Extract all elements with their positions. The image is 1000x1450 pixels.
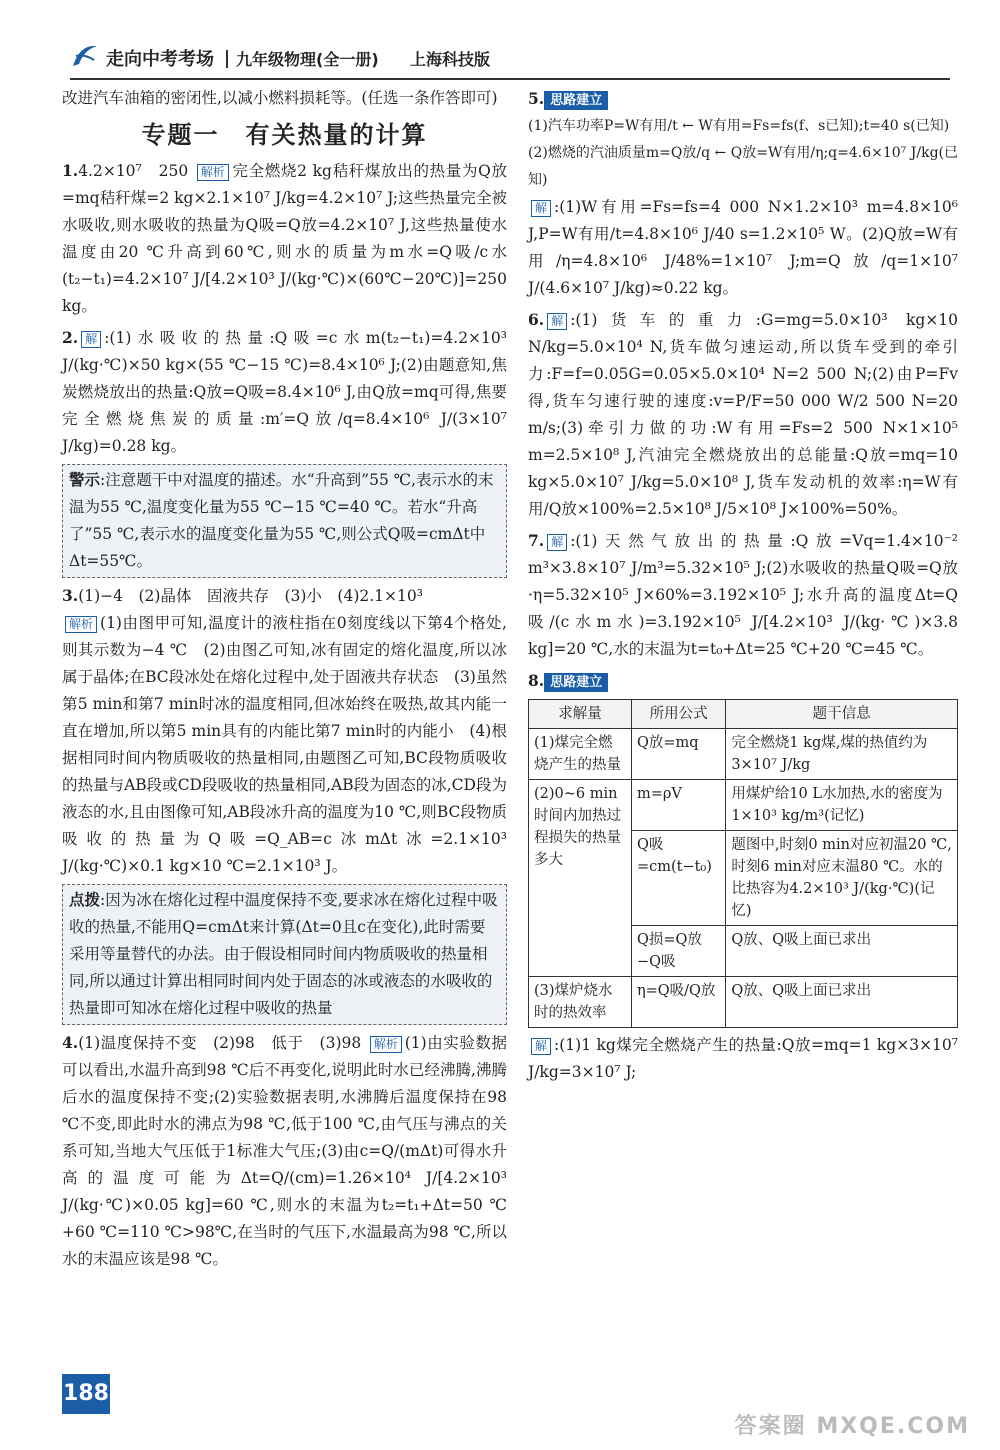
table-cell: Q损=Q放−Q吸 bbox=[631, 926, 725, 977]
section-title: 专题一 有关热量的计算 bbox=[141, 121, 428, 149]
q7-text: :(1)天然气放出的热量:Q放=Vq=1.4×10⁻² m³×3.8×10⁷ J/m³=5.32×10⁵ J;(2)水吸收的热量Q吸=Q放·η=5.32×10⁵ J×60%=3.192×10⁵ J;水升高的温度Δt=Q吸/(c水m水)=3.192×10⁵ J/[4.2×10³ J/(kg·℃)×3.8 kg]=20 ℃,水的末温为t=t₀+Δt=25 ℃+20 ℃=45 ℃。 bbox=[528, 532, 958, 658]
table-cell: Q放=mq bbox=[631, 729, 725, 780]
q5-plan-1: (1)汽车功率P=W有用/t ← W有用=Fs=fs(f、s已知);t=40 s(已知) bbox=[528, 118, 950, 134]
q6-text: :(1)货车的重力:G=mg=5.0×10³ kg×10 N/kg=5.0×10⁴ N,货车做匀速运动,所以货车受到的牵引力:F=f=0.05G=0.05×5.0×10⁴ N=2 500 N;(2)由P=Fv得,货车匀速行驶的速度:v=P/F=50 000 W/2 500 N=20 m/s;(3)牵引力做的功:W有用=Fs=2 500 N×1×10⁵ m=2.5×10⁸ J,汽油完全燃烧放出的总能量:Q放=mq=10 kg×5.0×10⁷ J/kg=5.0×10⁸ J,货车发动机的效率:η=W有用/Q放×100%=2.5×10⁸ J/5×10⁸ J×100%=50%。 bbox=[528, 311, 958, 518]
q5-number: 5. bbox=[528, 89, 545, 108]
page-header bbox=[70, 38, 950, 80]
q1-answer: 4.2×10⁷ 250 bbox=[78, 162, 189, 180]
page-number: 188 bbox=[62, 1374, 110, 1414]
q2-warning-box bbox=[62, 464, 507, 578]
table-cell: (3)煤炉烧水时的热效率 bbox=[529, 977, 632, 1028]
table-cell: η=Q吸/Q放 bbox=[631, 977, 725, 1028]
publisher-label: 上海科技版 bbox=[410, 50, 491, 69]
q6-number: 6. bbox=[528, 310, 545, 329]
q5-plan-2: (2)燃烧的汽油质量m=Q放/q ← Q放=W有用/η;q=4.6×10⁷ J/kg(已知) bbox=[528, 145, 958, 188]
table-cell: 完全燃烧1 kg煤,煤的热值约为3×10⁷ J/kg bbox=[726, 729, 958, 780]
table-header-row bbox=[529, 700, 958, 729]
q8-plan-table bbox=[528, 699, 958, 1028]
q1-text: 完全燃烧2 kg秸秆煤放出的热量为Q放=mq秸秆煤=2 kg×2.1×10⁷ J/kg=4.2×10⁷ J;这些热量完全被水吸收,则水吸收的热量为Q吸=Q放=4.2×10⁷ J,这些热量使水温度由20 ℃升高到60℃,则水的质量为m水=Q吸/c水(t₂−t₁)=4.2×10⁷ J/[4.2×10³ J/(kg·℃)×(60℃−20℃)]=250 kg。 bbox=[62, 162, 507, 315]
brand-title: 走向中考考场 bbox=[106, 49, 214, 70]
q3-tip-box bbox=[62, 884, 507, 1025]
q5-solution-tag: 解 bbox=[531, 200, 551, 217]
table-header: 求解量 bbox=[529, 700, 632, 729]
table-row bbox=[529, 780, 958, 831]
intro-text: 改进汽车油箱的密闭性,以减小燃料损耗等。(任选一条作答即可) bbox=[62, 89, 498, 107]
table-header: 题干信息 bbox=[726, 700, 958, 729]
question-4 bbox=[62, 1029, 507, 1273]
table-row bbox=[529, 977, 958, 1028]
q4-answer: (1)温度保持不变 (2)98 低于 (3)98 bbox=[78, 1034, 362, 1052]
q1-number: 1. bbox=[62, 161, 79, 180]
table-row bbox=[529, 729, 958, 780]
q3-text: (1)由图甲可知,温度计的液柱指在0刻度线以下第4个格处,则其示数为−4 ℃ (2)由图乙可知,冰有固定的熔化温度,所以冰属于晶体;在BC段冰处在熔化过程中,处于固液共存状态 (3)虽然第5 min和第7 min时冰的温度相同,但冰始终在吸热,故其内能一直在增加,所以第5 min具有的内能比第7 min时的内能小 (4)根据相同时间内物质吸收的热量相同,由题图乙可知,BC段物质吸收的热量与AB段或CD段吸收的热量相同,AB段为固态的冰,CD段为液态的水,且由图像可知,AB段冰升高的温度为10 ℃,则BC段物质吸收的热量为Q吸=Q_AB=c冰mΔt冰=2.1×10³ J/(kg·℃)×0.1 kg×10 ℃=2.1×10³ J。 bbox=[62, 614, 507, 875]
q7-solution-tag: 解 bbox=[547, 534, 567, 551]
tip-text: :因为冰在熔化过程中温度保持不变,要求冰在熔化过程中吸收的热量,不能用Q=cmΔt来计算(Δt=0且c在变化),此时需要采用等量替代的办法。由于假设相同时间内物质吸收的热量相同,所以通过计算出相同时间内处于固态的冰或液态的水吸收的热量即可知冰在熔化过程中吸收的热量 bbox=[69, 891, 498, 1017]
table-cell: m=ρV bbox=[631, 780, 725, 831]
q8-number: 8. bbox=[528, 671, 545, 690]
q5-solution-text: :(1)W有用=Fs=fs=4 000 N×1.2×10³ m=4.8×10⁶ J,P=W有用/t=4.8×10⁶ J/40 s=1.2×10⁵ W。(2)Q放=W有用/η=4.8×10⁶ J/48%=1×10⁷ J;m=Q放/q=1×10⁷ J/(4.6×10⁷ J/kg)≈0.22 kg。 bbox=[528, 198, 958, 297]
table-cell: (2)0~6 min时间内加热过程损失的热量多大 bbox=[529, 780, 632, 977]
question-6 bbox=[528, 306, 958, 523]
q1-analysis-tag: 解析 bbox=[197, 164, 229, 181]
right-column bbox=[528, 85, 958, 1086]
q2-number: 2. bbox=[62, 328, 79, 347]
q2-text: :(1)水吸收的热量:Q吸=c水m(t₂−t₁)=4.2×10³ J/(kg·℃)×50 kg×(55 ℃−15 ℃)=8.4×10⁶ J;(2)由题意知,焦炭燃烧放出的热量:Q放=Q吸=8.4×10⁶ J,由Q放=mq可得,焦要完全燃烧焦炭的质量:m′=Q放/q=8.4×10⁶ J/(3×10⁷ J/kg)=0.28 kg。 bbox=[62, 329, 507, 455]
logo-icon bbox=[70, 42, 100, 79]
q4-text: (1)由实验数据可以看出,水温升高到98 ℃后不再变化,说明此时水已经沸腾,沸腾后水的温度保持不变;(2)实验数据表明,水沸腾后温度保持在98 ℃不变,即此时水的沸点为98 ℃,低于100 ℃,由气压与沸点的关系可知,当地大气压低于1标准大气压;(3)由c=Q/(mΔt)可得水升高的温度可能为Δt=Q/(cm)=1.26×10⁴ J/[4.2×10³ J/(kg·℃)×0.05 kg]=60 ℃,则水的末温为t₂=t₁+Δt=50 ℃+60 ℃=110 ℃>98℃,在当时的气压下,水温最高为98 ℃,所以水的末温应该是98 ℃。 bbox=[62, 1034, 507, 1268]
table-cell: 用煤炉给10 L水加热,水的密度为1×10³ kg/m³(记忆) bbox=[726, 780, 958, 831]
header-divider bbox=[226, 50, 228, 68]
question-3 bbox=[62, 582, 507, 880]
table-cell: Q放、Q吸上面已求出 bbox=[726, 977, 958, 1028]
q5-plan-tag: 思路建立 bbox=[544, 91, 608, 110]
q8-solution-tag: 解 bbox=[531, 1038, 551, 1055]
q3-answer: (1)−4 (2)晶体 固液共存 (3)小 (4)2.1×10³ bbox=[78, 587, 423, 605]
table-cell: (1)煤完全燃烧产生的热量 bbox=[529, 729, 632, 780]
q8-plan-tag: 思路建立 bbox=[544, 673, 608, 692]
table-cell: Q放、Q吸上面已求出 bbox=[726, 926, 958, 977]
q7-number: 7. bbox=[528, 531, 545, 550]
warning-label: 警示 bbox=[69, 471, 101, 489]
table-cell: 题图中,时刻0 min对应初温20 ℃,时刻6 min对应末温80 ℃。水的比热容为4.2×10³ J/(kg·℃)(记忆) bbox=[726, 831, 958, 926]
warning-text: :注意题干中对温度的描述。水“升高到”55 ℃,表示水的末温为55 ℃,温度变化量为55 ℃−15 ℃=40 ℃。若水“升高了”55 ℃,表示水的温度变化量为55 ℃,则公式Q吸=cmΔt中Δt=55℃。 bbox=[69, 471, 494, 570]
q4-number: 4. bbox=[62, 1033, 79, 1052]
subject-title: 九年级物理(全一册) bbox=[236, 50, 379, 69]
left-column bbox=[62, 85, 507, 1273]
question-7 bbox=[528, 527, 958, 663]
q8-solution-text: :(1)1 kg煤完全燃烧产生的热量:Q放=mq=1 kg×3×10⁷ J/kg=3×10⁷ J; bbox=[528, 1036, 958, 1081]
q6-solution-tag: 解 bbox=[547, 313, 567, 330]
table-cell: Q吸=cm(t−t₀) bbox=[631, 831, 725, 926]
watermark: 答案圈 MXQE.COM bbox=[734, 1414, 970, 1439]
question-2 bbox=[62, 324, 507, 460]
question-1 bbox=[62, 157, 507, 320]
tip-label: 点拨 bbox=[69, 891, 101, 909]
q4-analysis-tag: 解析 bbox=[370, 1036, 402, 1053]
question-8 bbox=[528, 667, 958, 695]
q5-solution bbox=[528, 194, 958, 302]
q2-solution-tag: 解 bbox=[81, 331, 101, 348]
q3-number: 3. bbox=[62, 586, 79, 605]
question-5 bbox=[528, 85, 958, 113]
q3-analysis-tag: 解析 bbox=[65, 616, 97, 633]
q8-solution bbox=[528, 1032, 958, 1086]
table-header: 所用公式 bbox=[631, 700, 725, 729]
